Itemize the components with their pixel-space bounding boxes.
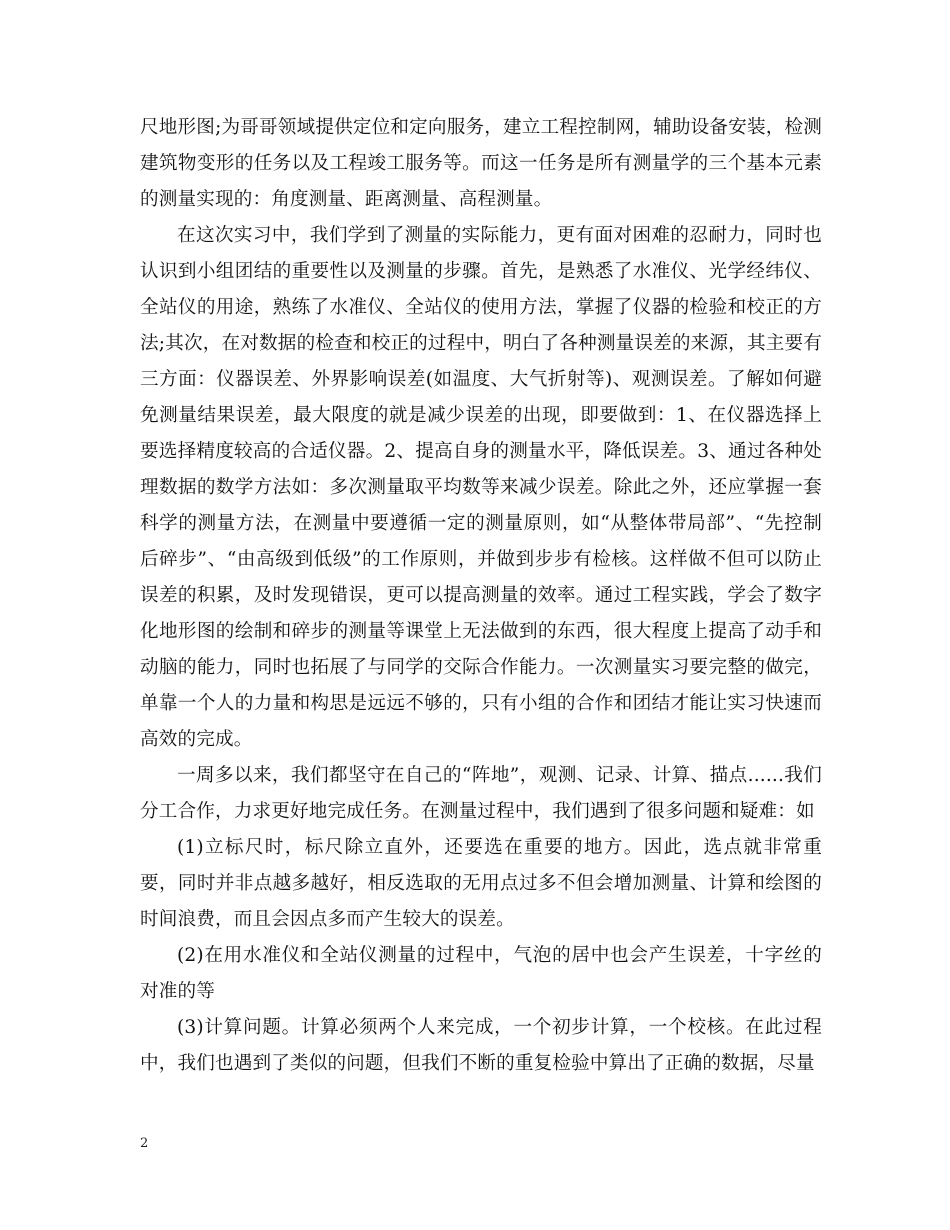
- paragraph-internship-summary: 在这次实习中，我们学到了测量的实际能力，更有面对困难的忍耐力，同时也认识到小组团结的重要性以及测量的步骤。首先，是熟悉了水准仪、光学经纬仪、全站仪的用途，熟练了水准仪、全站仪的使用方法，掌握了仪器的检验和校正的方法;其次，在对数据的检查和校正的过程中，明白了各种测量误差的来源，其主要有三方面：仪器误差、外界影响误差(如温度、大气折射等)、观测误差。了解如何避免测量结果误差，最大限度的就是减少误差的出现，即要做到：1、在仪器选择上要选择精度较高的合适仪器。2、提高自身的测量水平，降低误差。3、通过各种处理数据的数学方法如：多次测量取平均数等来减少误差。除此之外，还应掌握一套科学的测量方法，在测量中要遵循一定的测量原则，如“从整体带局部”、“先控制后碎步”、“由高级到低级”的工作原则，并做到步步有检核。这样做不但可以防止误差的积累，及时发现错误，更可以提高测量的效率。通过工程实践，学会了数字化地形图的绘制和碎步的测量等课堂上无法做到的东西，很大程度上提高了动手和动脑的能力，同时也拓展了与同学的交际合作能力。一次测量实习要完整的做完，单靠一个人的力量和构思是远远不够的，只有小组的合作和团结才能让实习快速而高效的完成。: [140, 225, 822, 750]
- paragraph-continued: 尺地形图;为哥哥领域提供定位和定向服务，建立工程控制网，辅助设备安装，检测建筑物变形的任务以及工程竣工服务等。而这一任务是所有测量学的三个基本元素的测量实现的：角度测量、距离测量、高程测量。: [140, 117, 822, 210]
- list-item-problem-1: (1)立标尺时，标尺除立直外，还要选在重要的地方。因此，选点就非常重要，同时并非点越多越好，相反选取的无用点过多不但会增加测量、计算和绘图的时间浪费，而且会因点多而产生较大的误差。: [140, 837, 822, 930]
- list-item-problem-3: (3)计算问题。计算必须两个人来完成，一个初步计算，一个校核。在此过程中，我们也遇到了类似的问题，但我们不断的重复检验中算出了正确的数据，尽量: [140, 1017, 822, 1074]
- page-number: 2: [140, 1136, 149, 1151]
- list-item-problem-2: (2)在用水准仪和全站仪测量的过程中，气泡的居中也会产生误差，十字丝的对准的等: [140, 945, 822, 1002]
- paragraph-week-work: 一周多以来，我们都坚守在自己的“阵地”，观测、记录、计算、描点......我们分工合作，力求更好地完成任务。在测量过程中，我们遇到了很多问题和疑难：如: [140, 765, 822, 822]
- document-body: [140, 110, 822, 1082]
